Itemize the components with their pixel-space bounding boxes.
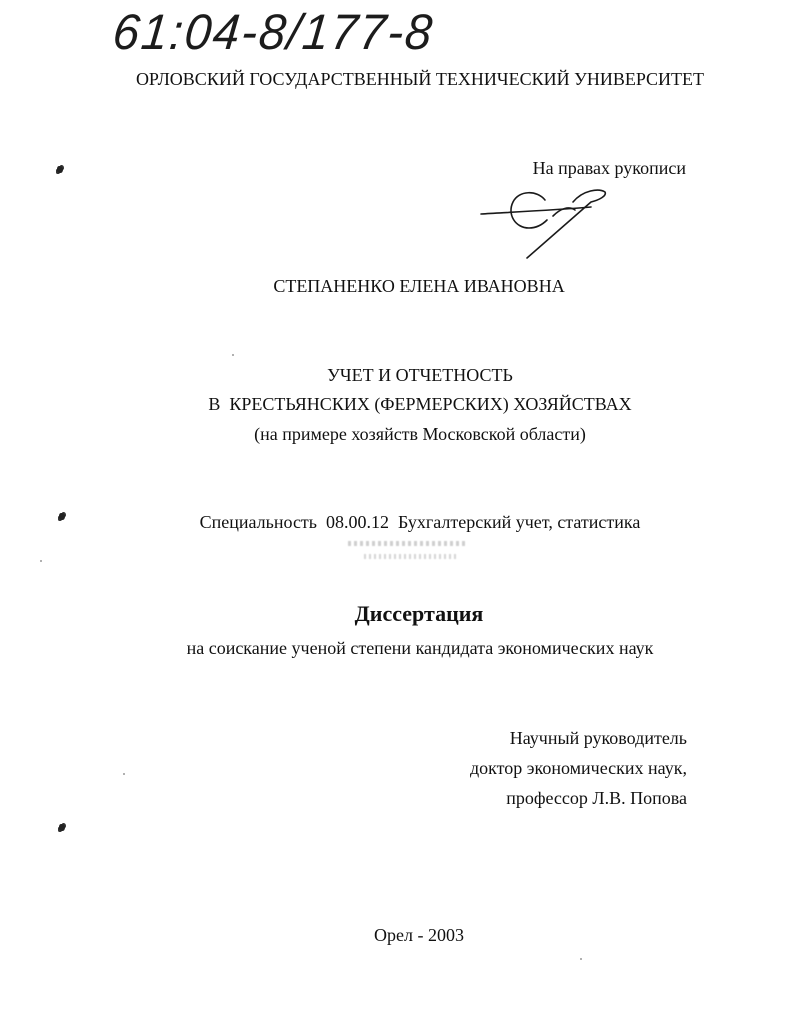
scan-dot xyxy=(123,773,125,775)
supervisor-name: профессор Л.В. Попова xyxy=(506,788,687,808)
supervisor-degree: доктор экономических наук, xyxy=(470,758,687,778)
scan-dot xyxy=(232,354,234,356)
signature-stem xyxy=(527,190,605,258)
scan-dot xyxy=(580,958,582,960)
manuscript-rights-note: На правах рукописи xyxy=(532,158,686,178)
signature-icon xyxy=(475,184,615,264)
title-line-1: УЧЕТ И ОТЧЕТНОСТЬ xyxy=(327,365,513,385)
author-name: СТЕПАНЕНКО ЕЛЕНА ИВАНОВНА xyxy=(273,276,565,296)
faded-stamp-mark xyxy=(348,539,476,563)
specialty-line: Специальность 08.00.12 Бухгалтерский учет, статистика xyxy=(199,512,641,532)
scan-speck-icon xyxy=(59,824,65,831)
scan-dot xyxy=(40,560,42,562)
place-year: Орел - 2003 xyxy=(374,925,464,945)
scan-speck-icon xyxy=(57,166,63,173)
title-line-3: (на примере хозяйств Московской области) xyxy=(254,424,586,444)
institution-name: ОРЛОВСКИЙ ГОСУДАРСТВЕННЫЙ ТЕХНИЧЕСКИЙ УНИВЕРСИТЕТ xyxy=(135,69,705,89)
scan-speck-icon xyxy=(59,513,65,520)
work-type-heading: Диссертация xyxy=(354,601,484,626)
title-line-2: В КРЕСТЬЯНСКИХ (ФЕРМЕРСКИХ) ХОЗЯЙСТВАХ xyxy=(208,394,632,414)
degree-line: на соискание ученой степени кандидата экономических наук xyxy=(186,638,654,658)
handwritten-catalog-number: 61:04-8/177-8 xyxy=(110,4,437,60)
supervisor-role: Научный руководитель xyxy=(509,728,687,748)
